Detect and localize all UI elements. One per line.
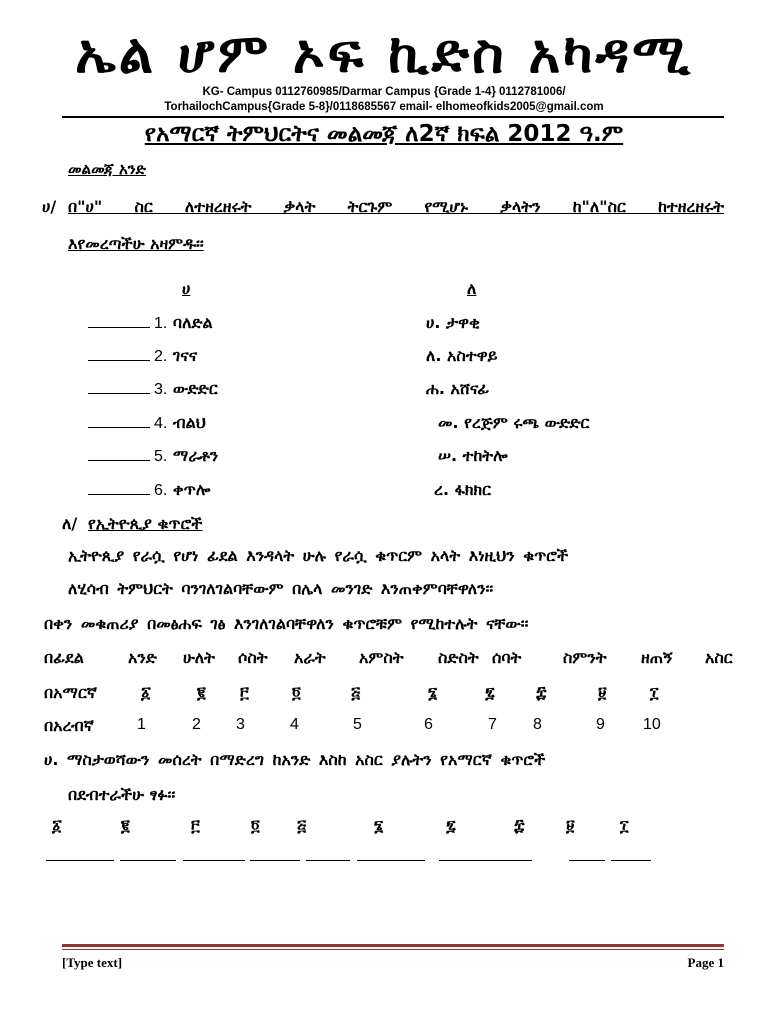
row-label-fidel: በፊደል — [44, 648, 84, 667]
paragraph-line-2: ለሂሳብ ትምህርት ባንገለገልባቸውም በሌላ መንገድ እንጠቀምባቸዋለን፡፡ — [68, 579, 494, 598]
school-name: ኤል ሆም ኦፍ ኪድስ አካዳሚ — [75, 22, 693, 85]
footer-rule-thin — [62, 949, 724, 950]
arabic-numeral: 5 — [353, 716, 362, 733]
contact-line-2: TorhailochCampus{Grade 5-8}/0118685567 email- elhomeofkids2005@gmail.com — [164, 101, 604, 113]
number-word: ሶስት — [238, 648, 268, 667]
practice-numeral: ፯ — [446, 816, 456, 835]
worksheet-title: የአማርኛ ትምህርትና መልመጃ ለ2ኛ ክፍል 2012 ዓ.ም — [144, 121, 624, 147]
answer-line[interactable] — [494, 860, 532, 861]
answer-line[interactable] — [306, 860, 350, 861]
part-a-label: ሀ/ — [42, 197, 57, 216]
answer-line[interactable] — [569, 860, 605, 861]
header-rule — [62, 116, 724, 118]
practice-numeral: ፫ — [191, 816, 200, 835]
arabic-numeral: 8 — [533, 716, 542, 733]
ethiopic-numeral: ፩ — [141, 683, 151, 702]
match-item: 3. ውድድር — [88, 379, 218, 399]
number-word: ሁለት — [183, 648, 215, 667]
row-label-arabic: በአረብኛ — [44, 716, 94, 735]
ethiopic-numeral: ፮ — [428, 683, 438, 702]
number-word: አንድ — [128, 648, 157, 667]
match-item: 4. ብልህ — [88, 413, 206, 433]
answer-line[interactable] — [357, 860, 425, 861]
match-item: 1. ባለድል — [88, 313, 213, 333]
question-line-1: ሀ. ማስታወሻውን መሰረት በማድረግ ከአንድ እስከ አስር ያሉትን የአማርኛ ቁጥሮች — [44, 750, 546, 769]
match-item: 6. ቀጥሎ — [88, 480, 210, 500]
ethiopic-numeral: ፰ — [536, 683, 547, 702]
arabic-numeral: 1 — [137, 716, 146, 733]
question-line-2: በደብተራችሁ ፃፉ፡፡ — [68, 785, 176, 804]
match-option: ሀ. ታዋቂ — [426, 313, 480, 332]
ethiopic-numeral: ፭ — [351, 683, 361, 702]
number-word: ሰባት — [492, 648, 522, 667]
practice-numeral: ፲ — [620, 816, 629, 835]
part-a-instruction-line-2: እየመረጣችሁ አዛምዱ፡፡ — [68, 234, 204, 253]
part-b-title: የኢትዮጲያ ቁጥሮች — [88, 514, 203, 533]
paragraph-line-1: ኢትዮጲያ የራሷ የሆነ ፊደል እንዳላት ሁሉ የራሷ ቁጥርም አላት እነዚህን ቁጥሮች — [68, 546, 569, 565]
answer-line[interactable] — [611, 860, 651, 861]
exercise-title: መልመጃ አንድ — [68, 160, 147, 178]
column-a-header: ሀ — [182, 279, 191, 298]
practice-numeral: ፭ — [297, 816, 307, 835]
match-option: መ. የረጅም ሩጫ ውድድር — [438, 413, 590, 432]
practice-numeral: ፪ — [121, 816, 130, 835]
practice-numeral: ፮ — [374, 816, 384, 835]
part-a-instruction-line-1: በ"ሀ" ስር ለተዘረዘሩት ቃላት ትርጉም የሚሆኑ ቃላትን ከ"ለ"ስር ከተዘረዘሩት — [68, 197, 724, 216]
row-label-amharic: በአማርኛ — [44, 683, 97, 702]
footer-placeholder: [Type text] — [62, 955, 123, 970]
ethiopic-numeral: ፲ — [650, 683, 659, 702]
arabic-numeral: 4 — [290, 716, 299, 733]
practice-numeral: ፬ — [251, 816, 260, 835]
number-word: ዘጠኝ — [641, 648, 673, 667]
arabic-numeral: 9 — [596, 716, 605, 733]
answer-line[interactable] — [439, 860, 499, 861]
arabic-numeral: 10 — [643, 716, 661, 733]
arabic-numeral: 7 — [488, 716, 497, 733]
ethiopic-numeral: ፬ — [292, 683, 301, 702]
number-word: ስምንት — [563, 648, 607, 667]
ethiopic-numeral: ፪ — [197, 683, 206, 702]
match-item: 2. ገናና — [88, 346, 197, 366]
answer-line[interactable] — [250, 860, 300, 861]
practice-numeral: ፰ — [514, 816, 525, 835]
match-option: ለ. አስተዋይ — [426, 346, 498, 365]
arabic-numeral: 2 — [192, 716, 201, 733]
page-number: Page 1 — [687, 955, 724, 970]
answer-line[interactable] — [46, 860, 114, 861]
contact-line-1: KG- Campus 0112760985/Darmar Campus {Grade 1-4} 0112781006/ — [202, 86, 566, 98]
arabic-numeral: 6 — [424, 716, 433, 733]
column-b-header: ለ — [467, 279, 477, 298]
match-option: ረ. ፋክክር — [434, 480, 491, 499]
match-option: ሐ. አሸናፊ — [426, 379, 490, 398]
part-b-label: ለ/ — [62, 514, 78, 533]
number-word: አራት — [294, 648, 326, 667]
footer-rule — [62, 944, 724, 947]
practice-numeral: ፱ — [566, 816, 575, 835]
answer-line[interactable] — [183, 860, 245, 861]
number-word: አምስት — [359, 648, 404, 667]
ethiopic-numeral: ፱ — [598, 683, 607, 702]
match-item: 5. ማራቶን — [88, 446, 218, 466]
number-word: አስር — [705, 648, 733, 667]
match-option: ሠ. ተከትሎ — [438, 446, 508, 465]
number-word: ስድስት — [438, 648, 479, 667]
ethiopic-numeral: ፯ — [485, 683, 495, 702]
practice-numeral: ፩ — [52, 816, 62, 835]
paragraph-line-3: በቀን መቁጠሪያ በመፅሐፍ ገፅ እንገለገልባቸዋለን ቁጥሮቹም የሚከተሉት ናቸው፡፡ — [44, 614, 529, 633]
answer-line[interactable] — [120, 860, 176, 861]
arabic-numeral: 3 — [236, 716, 245, 733]
ethiopic-numeral: ፫ — [240, 683, 249, 702]
